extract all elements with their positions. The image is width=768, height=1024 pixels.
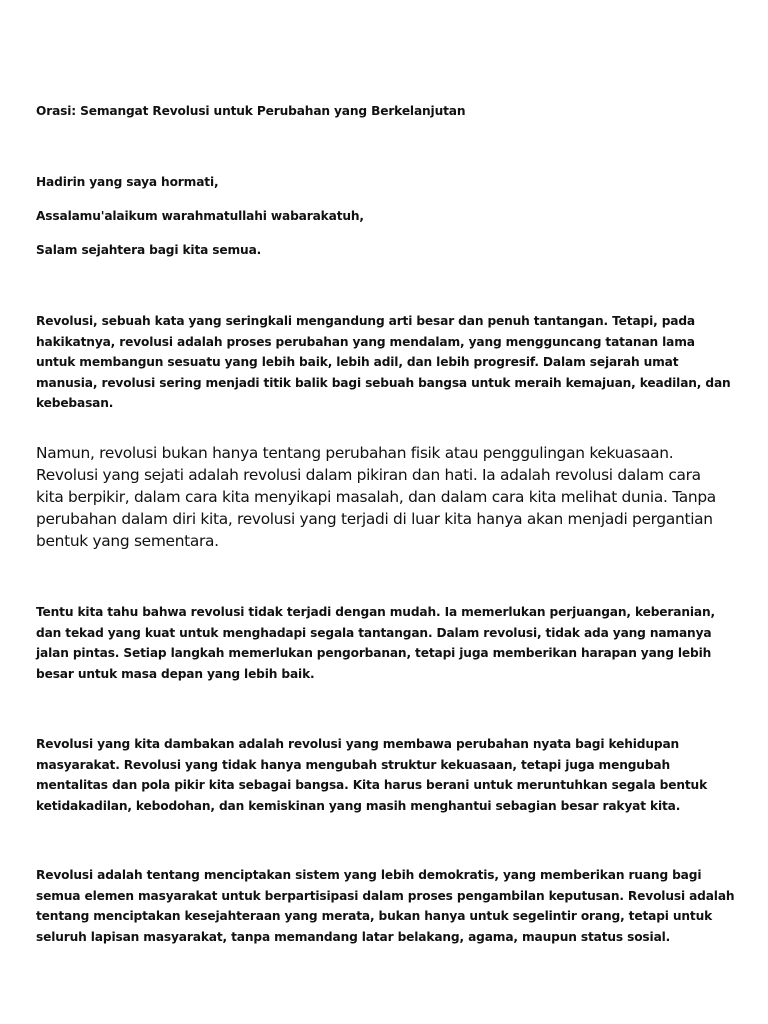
- document-title: Orasi: Semangat Revolusi untuk Perubahan yang Berkelanjutan: [36, 104, 466, 118]
- greeting-line: Hadirin yang saya hormati,: [36, 175, 219, 189]
- greeting-line: Salam sejahtera bagi kita semua.: [36, 243, 262, 257]
- paragraph: Revolusi, sebuah kata yang seringkali mengandung arti besar dan penuh tantangan. Tetapi, pada hakikatnya, revolusi adalah proses perubahan yang mendalam, yang mengguncang tatanan lama untuk membangun sesuatu yang lebih baik, lebih adil, dan lebih progresif. Dalam sejarah umat manusia, revolusi sering menjadi titik balik bagi sebuah bangsa untuk meraih kemajuan, keadilan, dan kebebasan.: [36, 314, 731, 410]
- greeting-line: Assalamu'alaikum warahmatullahi wabarakatuh,: [36, 209, 364, 223]
- paragraph: Tentu kita tahu bahwa revolusi tidak terjadi dengan mudah. Ia memerlukan perjuangan, keberanian, dan tekad yang kuat untuk menghadapi segala tantangan. Dalam revolusi, tidak ada yang namanya jalan pintas. Setiap langkah memerlukan pengorbanan, tetapi juga memberikan harapan yang lebih besar untuk masa depan yang lebih baik.: [36, 605, 715, 681]
- paragraph: Revolusi yang kita dambakan adalah revolusi yang membawa perubahan nyata bagi kehidupan masyarakat. Revolusi yang tidak hanya mengubah struktur kekuasaan, tetapi juga mengubah mentalitas dan pola pikir kita sebagai bangsa. Kita harus berani untuk meruntuhkan segala bentuk ketidakadilan, kebodohan, dan kemiskinan yang masih menghantui sebagian besar rakyat kita.: [36, 737, 708, 813]
- paragraph: Namun, revolusi bukan hanya tentang perubahan fisik atau penggulingan kekuasaan. Revolusi yang sejati adalah revolusi dalam pikiran dan hati. Ia adalah revolusi dalam cara kita berpikir, dalam cara kita menyikapi masalah, dan dalam cara kita melihat dunia. Tanpa perubahan dalam diri kita, revolusi yang terjadi di luar kita hanya akan menjadi pergantian bentuk yang sementara.: [36, 444, 716, 550]
- paragraph: Revolusi adalah tentang menciptakan sistem yang lebih demokratis, yang memberikan ruang bagi semua elemen masyarakat untuk berpartisipasi dalam proses pengambilan keputusan. Revolusi adalah tentang menciptakan kesejahteraan yang merata, bukan hanya untuk segelintir orang, tetapi untuk seluruh lapisan masyarakat, tanpa memandang latar belakang, agama, maupun status sosial.: [36, 868, 735, 944]
